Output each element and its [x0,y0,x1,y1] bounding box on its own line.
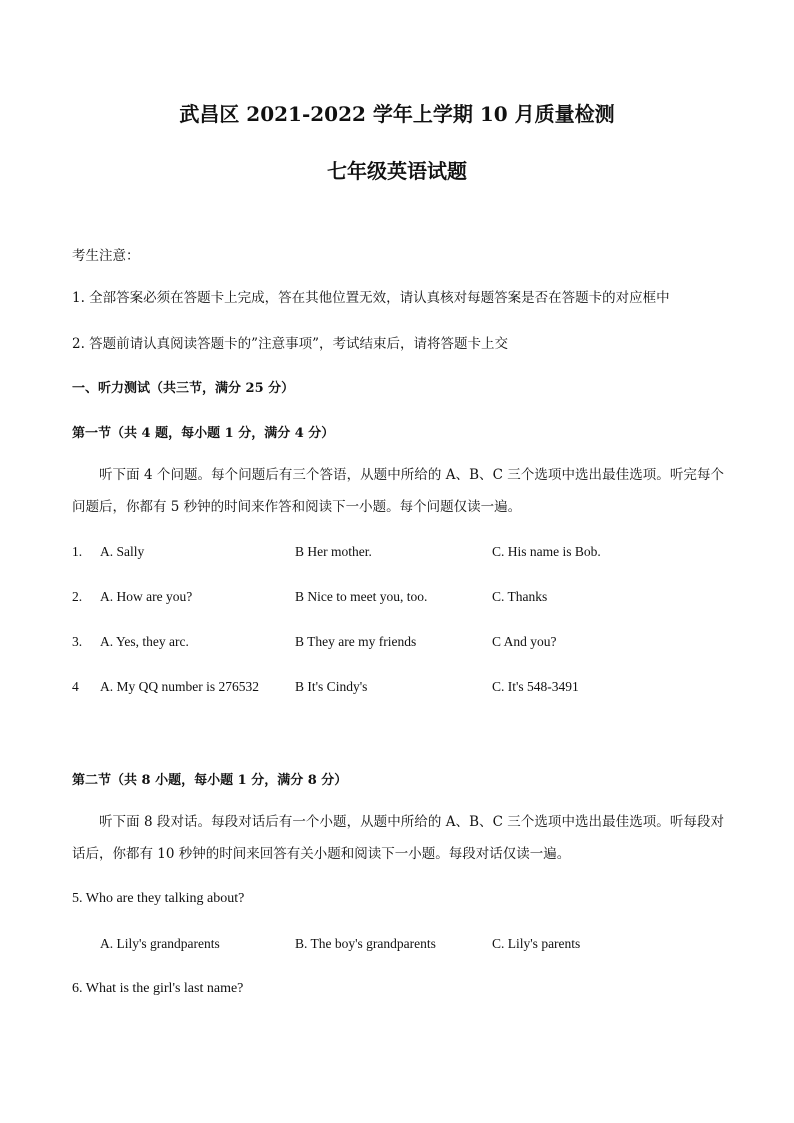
section1-heading: 第一节（共 4 题，每小题 1 分，满分 4 分） [72,426,335,441]
section1-instructions: 听下面 4 个问题。每个问题后有三个答语，从题中所给的 A、B、C 三个选项中选出最佳选项。听完每个问题后，你都有 5 秒钟的时间来作答和阅读下一小题。每个问题仅读一遍。 [72,467,724,515]
option-b: B It's Cindy's [295,679,368,694]
question-number: 4 [72,679,79,694]
question-5-stem: 5. Who are they talking about? [72,891,245,906]
question-number: 1. [72,544,83,559]
exam-subtitle: 七年级英语试题 [327,159,467,183]
option-a: A. Sally [100,544,145,559]
notice-item-2: 2. 答题前请认真阅读答题卡的”注意事项”，考试结束后，请将答题卡上交 [72,336,508,352]
question-number: 2. [72,589,83,604]
option-a: A. Lily's grandparents [100,936,220,951]
notice-item-1: 1. 全部答案必须在答题卡上完成，答在其他位置无效，请认真核对每题答案是否在答题卡的对应框中 [72,290,670,306]
option-a: A. How are you? [100,589,193,604]
option-b: B Nice to meet you, too. [295,589,428,604]
option-c: C And you? [492,634,557,649]
question-number: 3. [72,634,83,649]
question-6-stem: 6. What is the girl's last name? [72,981,244,996]
option-a: A. My QQ number is 276532 [100,679,259,694]
part1-heading: 一、听力测试（共三节，满分 25 分） [72,381,295,396]
option-b: B. The boy's grandparents [295,936,436,951]
option-c: C. Lily's parents [492,936,581,951]
option-a: A. Yes, they arc. [100,634,189,649]
exam-title: 武昌区 2021-2022 学年上学期 10 月质量检测 [179,102,615,126]
option-b: B They are my friends [295,634,417,649]
section2-instructions: 听下面 8 段对话。每段对话后有一个小题，从题中所给的 A、B、C 三个选项中选出最佳选项。听每段对话后，你都有 10 秒钟的时间来回答有关小题和阅读下一小题。每段对话仅读一遍。 [72,814,724,862]
section2-heading: 第二节（共 8 小题，每小题 1 分，满分 8 分） [72,773,348,788]
option-c: C. His name is Bob. [492,544,601,559]
notice-heading: 考生注意： [72,248,140,264]
option-b: B Her mother. [295,544,372,559]
option-c: C. Thanks [492,589,548,604]
option-c: C. It's 548-3491 [492,679,579,694]
